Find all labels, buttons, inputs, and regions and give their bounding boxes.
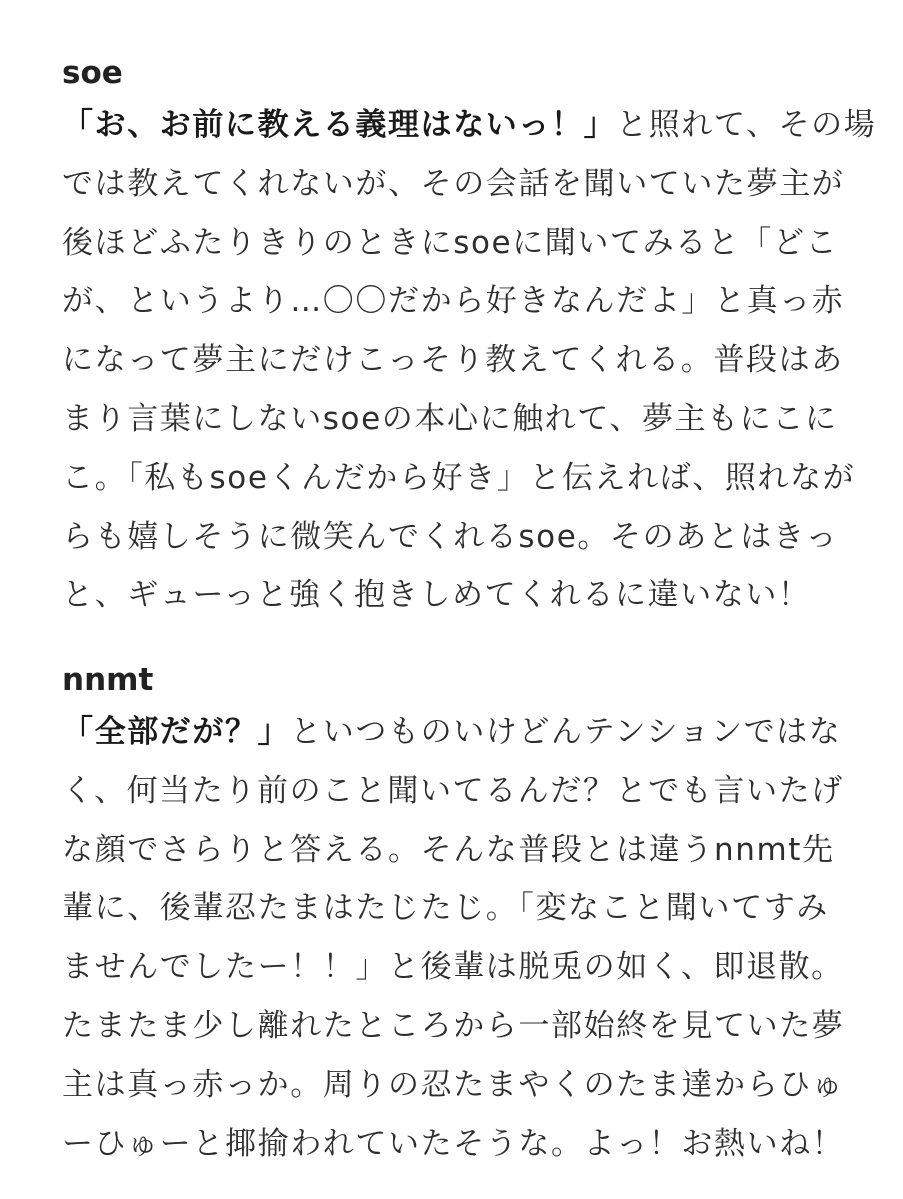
paragraph-line: ーひゅーと揶揄われていたそうな。よっ！お熱いね！: [62, 1125, 845, 1162]
quote-bold: 「全部だが？」: [62, 714, 291, 750]
paragraph-line: 主は真っ赤っか。周りの忍たまやくのたま達からひゅ: [62, 1066, 845, 1103]
line-text: といつものいけどんテンションではな: [290, 714, 842, 750]
paragraph-line: 輩に、後輩忍たまはたじたじ。「変なこと聞いてすみ: [62, 890, 829, 927]
character-name: nnmt: [62, 662, 154, 698]
paragraph-line: になって夢主にだけこっそり教えてくれる。普段はあ: [62, 342, 844, 379]
paragraph-line: く、何当たり前のこと聞いてるんだ？とでも言いたげ: [62, 772, 844, 809]
paragraph-line: らも嬉しそうに微笑んでくれるsoe。そのあとはきっ: [62, 518, 839, 555]
paragraph-line: な顔でさらりと答える。そんな普段とは違うnnmt先: [62, 831, 835, 868]
paragraph-line: [62, 96, 877, 155]
character-name: soe: [62, 55, 123, 91]
paragraph-line: 後ほどふたりきりのときにsoeに聞いてみると「どこ: [62, 224, 839, 261]
paragraph-line: が、というより…〇〇だから好きなんだよ」と真っ赤: [62, 283, 845, 320]
line-text: と照れて、その場: [616, 107, 877, 143]
section-soe: [62, 50, 877, 625]
paragraph-line: [62, 703, 862, 762]
paragraph-line: まり言葉にしないsoeの本心に触れて、夢主もにこに: [62, 400, 838, 437]
paragraph-line: と、ギューっと強く抱きしめてくれるに違いない！: [62, 577, 811, 614]
paragraph-line: では教えてくれないが、その会話を聞いていた夢主が: [62, 165, 845, 202]
section-nnmt: [62, 657, 862, 1173]
paragraph-line: こ。「私もsoeくんだから好き」と伝えれば、照れなが: [62, 459, 856, 496]
paragraph-line: たまたま少し離れたところから一部始終を見ていた夢: [62, 1007, 845, 1044]
paragraph-line: ませんでしたー！！」と後輩は脱兎の如く、即退散。: [62, 949, 844, 986]
quote-bold: 「お、お前に教える義理はないっ！」: [62, 107, 617, 143]
